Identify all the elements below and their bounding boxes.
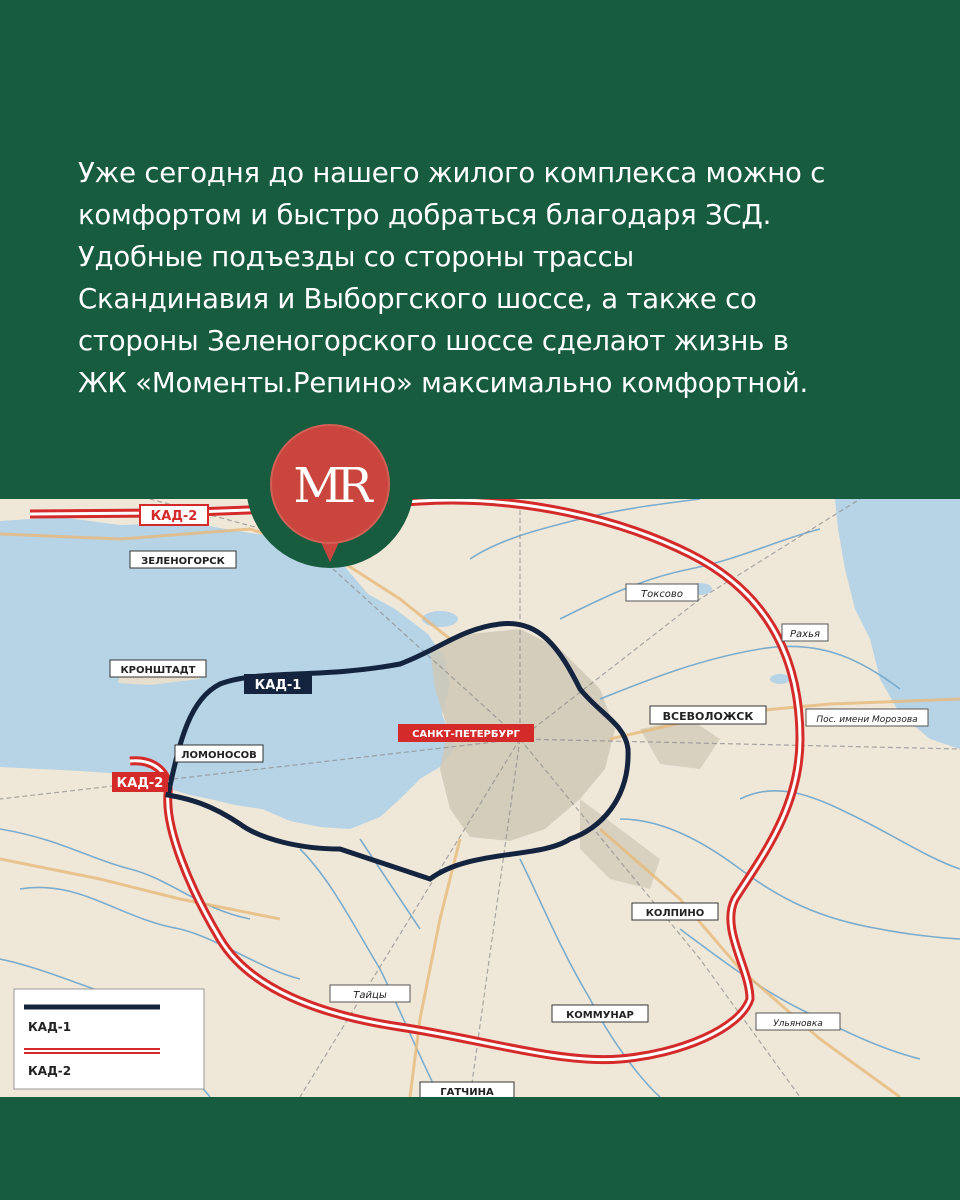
svg-text:САНКТ-ПЕТЕРБУРГ: САНКТ-ПЕТЕРБУРГ bbox=[412, 729, 520, 740]
svg-text:КАД-2: КАД-2 bbox=[116, 776, 164, 791]
label-kronshtadt bbox=[110, 660, 206, 677]
svg-text:Пос. имени Морозова: Пос. имени Морозова bbox=[816, 715, 918, 725]
label-kolpino bbox=[632, 903, 718, 920]
svg-text:КРОНШТАДТ: КРОНШТАДТ bbox=[120, 665, 196, 676]
legend-kad2-label: КАД-2 bbox=[28, 1064, 72, 1078]
intro-line: стороны Зеленогорского шоссе сделают жизнь в bbox=[78, 325, 789, 357]
lake bbox=[770, 674, 790, 684]
logo-bubble bbox=[246, 412, 414, 572]
intro-text bbox=[78, 152, 898, 404]
svg-text:ЛОМОНОСОВ: ЛОМОНОСОВ bbox=[181, 750, 257, 761]
legend-kad1-label: КАД-1 bbox=[28, 1020, 72, 1034]
svg-text:Рахья: Рахья bbox=[790, 629, 820, 640]
svg-text:ВСЕВОЛОЖСК: ВСЕВОЛОЖСК bbox=[662, 710, 754, 723]
label-kad2-left bbox=[112, 772, 168, 792]
svg-text:ГАТЧИНА: ГАТЧИНА bbox=[440, 1087, 494, 1097]
label-zelenogorsk bbox=[130, 551, 236, 568]
ring-road-map bbox=[0, 499, 960, 1097]
label-spb bbox=[398, 724, 534, 742]
svg-text:Токсово: Токсово bbox=[641, 589, 683, 600]
svg-text:Тайцы: Тайцы bbox=[353, 990, 387, 1001]
svg-text:КОММУНАР: КОММУНАР bbox=[566, 1010, 634, 1021]
intro-line: Удобные подъезды со стороны трассы bbox=[78, 241, 635, 273]
label-ulyanovka bbox=[756, 1013, 840, 1030]
intro-line: комфортом и быстро добраться благодаря ЗСД. bbox=[78, 199, 772, 231]
label-vsevolozhsk bbox=[650, 706, 766, 724]
label-morozova bbox=[806, 709, 928, 726]
intro-line: Уже сегодня до нашего жилого комплекса можно с bbox=[78, 157, 826, 189]
label-lomonosov bbox=[175, 745, 263, 762]
svg-text:КАД-2: КАД-2 bbox=[150, 509, 198, 524]
svg-text:ЗЕЛЕНОГОРСК: ЗЕЛЕНОГОРСК bbox=[141, 556, 225, 567]
label-kommunar bbox=[552, 1005, 648, 1022]
label-rakhya bbox=[782, 624, 828, 641]
svg-text:КОЛПИНО: КОЛПИНО bbox=[645, 908, 705, 919]
logo-letters: MR bbox=[293, 458, 367, 514]
label-taitsy bbox=[330, 985, 410, 1002]
label-toksovo bbox=[626, 584, 698, 601]
svg-text:КАД-1: КАД-1 bbox=[254, 678, 302, 693]
intro-line: Скандинавия и Выборгского шоссе, а также со bbox=[78, 283, 757, 315]
intro-line: ЖК «Моменты.Репино» максимально комфортной. bbox=[78, 367, 809, 399]
svg-text:Ульяновка: Ульяновка bbox=[773, 1019, 823, 1029]
label-kad1 bbox=[244, 674, 312, 694]
label-kad2-top bbox=[140, 505, 208, 525]
map-legend bbox=[14, 989, 204, 1089]
label-gatchina bbox=[420, 1082, 514, 1097]
